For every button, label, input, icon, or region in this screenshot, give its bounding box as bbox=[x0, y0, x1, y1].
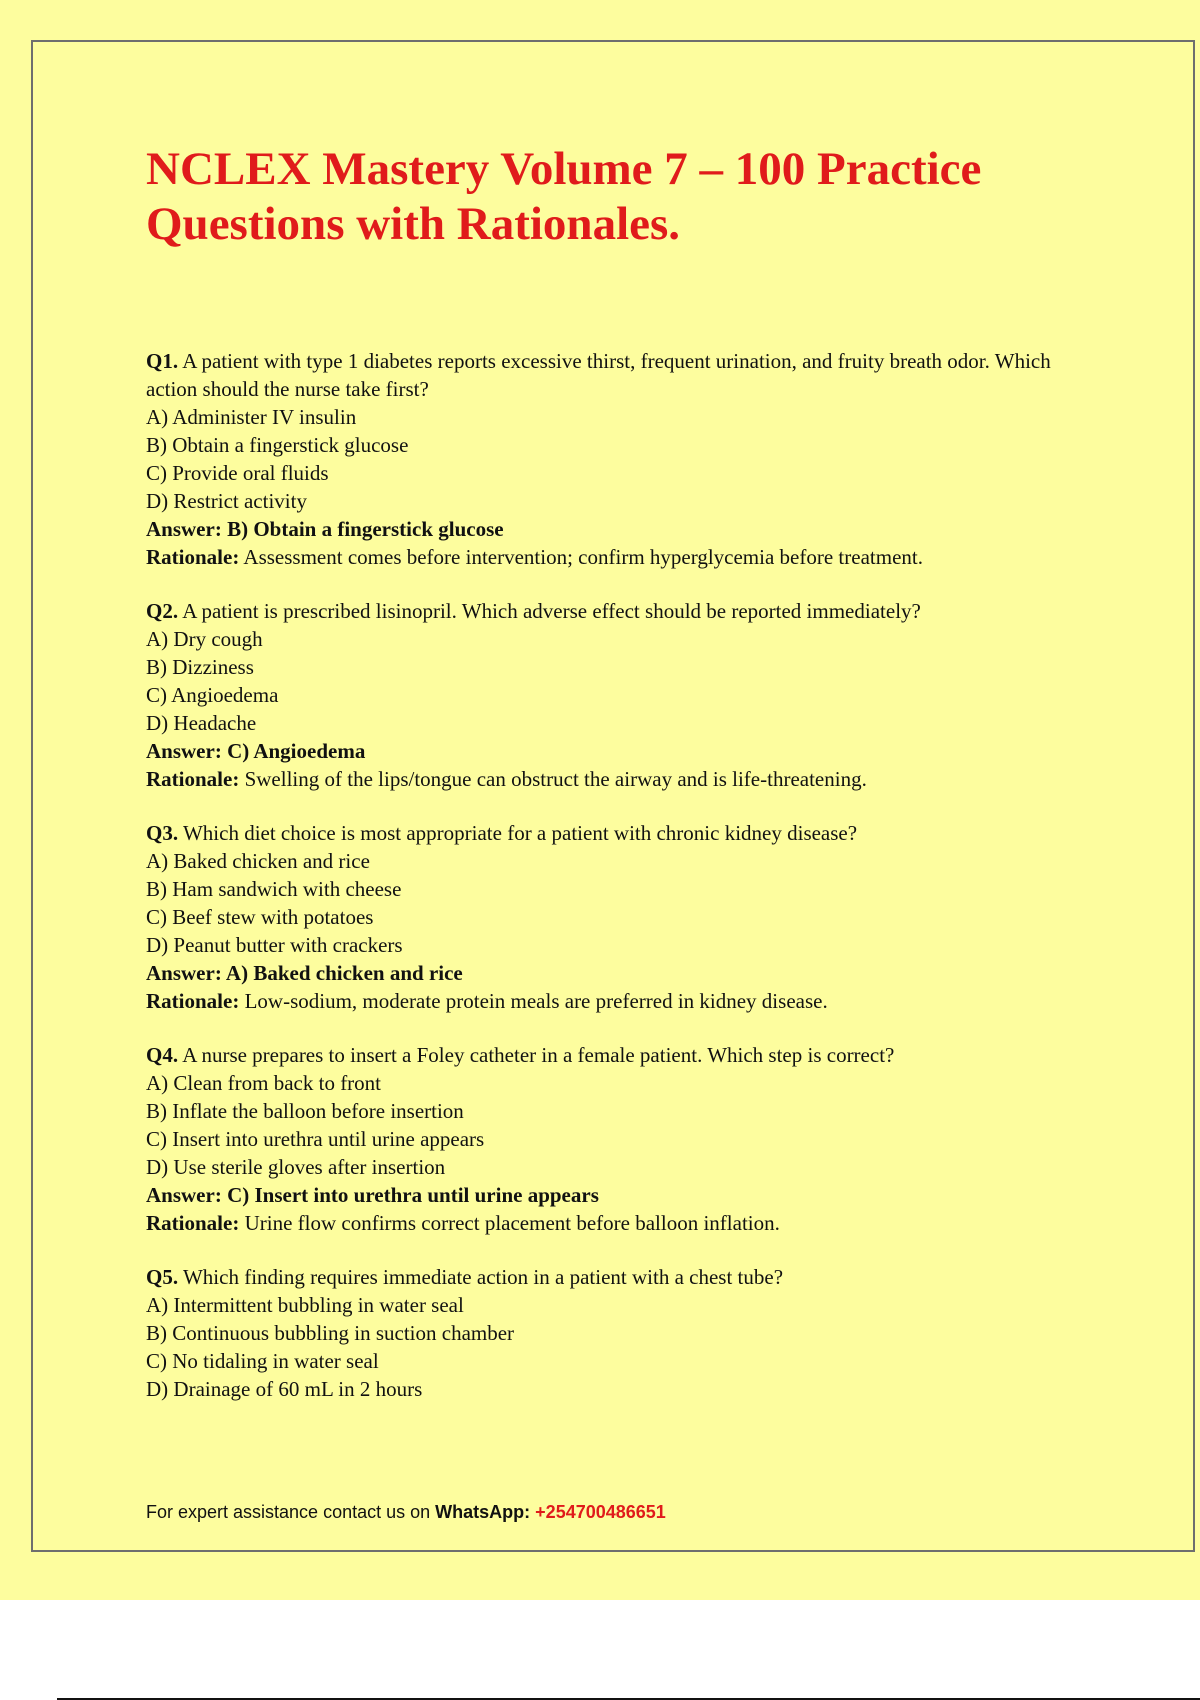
option-c: C) Beef stew with potatoes bbox=[146, 905, 374, 929]
option-b: B) Ham sandwich with cheese bbox=[146, 877, 402, 901]
question-number: Q1. bbox=[146, 349, 179, 373]
answer-text: B) Obtain a fingerstick glucose bbox=[227, 517, 504, 541]
option-a: A) Baked chicken and rice bbox=[146, 849, 370, 873]
option-a: A) Clean from back to front bbox=[146, 1071, 382, 1095]
question-stem bbox=[146, 1041, 1096, 1069]
option-c: C) No tidaling in water seal bbox=[146, 1349, 379, 1373]
option-d: D) Restrict activity bbox=[146, 489, 307, 513]
option-a: A) Dry cough bbox=[146, 627, 263, 651]
option-b: B) Dizziness bbox=[146, 655, 254, 679]
answer-line bbox=[146, 515, 1096, 543]
question-1 bbox=[146, 347, 1096, 571]
question-text: Which finding requires immediate action in a patient with a chest tube? bbox=[182, 1265, 784, 1289]
question-3 bbox=[146, 819, 1096, 1015]
question-text: A patient is prescribed lisinopril. Which adverse effect should be reported immediately? bbox=[182, 599, 921, 623]
rationale-line bbox=[146, 987, 1096, 1015]
option-d: D) Use sterile gloves after insertion bbox=[146, 1155, 446, 1179]
rationale-line bbox=[146, 543, 1096, 571]
question-number: Q3. bbox=[146, 821, 179, 845]
answer-line bbox=[146, 1181, 1096, 1209]
answer-line bbox=[146, 737, 1096, 765]
question-text: A nurse prepares to insert a Foley catheter in a female patient. Which step is correct? bbox=[182, 1043, 895, 1067]
question-4 bbox=[146, 1041, 1096, 1237]
question-list bbox=[146, 347, 1096, 1429]
question-number: Q4. bbox=[146, 1043, 179, 1067]
rationale-label: Rationale: bbox=[146, 545, 240, 569]
option-d: D) Headache bbox=[146, 711, 257, 735]
option-a: A) Administer IV insulin bbox=[146, 405, 357, 429]
rationale-line bbox=[146, 1209, 1096, 1237]
question-stem bbox=[146, 819, 1096, 847]
question-5 bbox=[146, 1263, 1096, 1403]
option-b: B) Continuous bubbling in suction chamber bbox=[146, 1321, 515, 1345]
question-stem bbox=[146, 597, 1096, 625]
option-c: C) Insert into urethra until urine appears bbox=[146, 1127, 485, 1151]
answer-label: Answer: bbox=[146, 517, 222, 541]
question-text: Which diet choice is most appropriate for a patient with chronic kidney disease? bbox=[182, 821, 858, 845]
rationale-text: Swelling of the lips/tongue can obstruct the airway and is life-threatening. bbox=[244, 767, 867, 791]
answer-label: Answer: bbox=[146, 739, 222, 763]
question-2 bbox=[146, 597, 1096, 793]
rationale-text: Urine flow confirms correct placement before balloon inflation. bbox=[244, 1211, 780, 1235]
answer-label: Answer: bbox=[146, 1183, 222, 1207]
contact-footer bbox=[146, 1502, 666, 1523]
page-title: NCLEX Mastery Volume 7 – 100 Practice Questions with Rationales. bbox=[146, 143, 982, 250]
option-a: A) Intermittent bubbling in water seal bbox=[146, 1293, 464, 1317]
question-stem bbox=[146, 347, 1096, 403]
rationale-line bbox=[146, 765, 1096, 793]
answer-label: Answer: bbox=[146, 961, 222, 985]
rationale-label: Rationale: bbox=[146, 1211, 240, 1235]
option-b: B) Inflate the balloon before insertion bbox=[146, 1099, 464, 1123]
answer-text: C) Insert into urethra until urine appears bbox=[227, 1183, 599, 1207]
question-stem bbox=[146, 1263, 1096, 1291]
option-b: B) Obtain a fingerstick glucose bbox=[146, 433, 409, 457]
rationale-label: Rationale: bbox=[146, 767, 240, 791]
question-number: Q2. bbox=[146, 599, 179, 623]
rationale-text: Low-sodium, moderate protein meals are preferred in kidney disease. bbox=[244, 989, 828, 1013]
answer-line bbox=[146, 959, 1096, 987]
whatsapp-label: WhatsApp: bbox=[435, 1502, 531, 1522]
question-text: A patient with type 1 diabetes reports excessive thirst, frequent urination, and fruity breath odor. Which action should the nurse take first? bbox=[146, 349, 1051, 401]
answer-text: C) Angioedema bbox=[227, 739, 366, 763]
answer-text: A) Baked chicken and rice bbox=[225, 961, 463, 985]
option-c: C) Provide oral fluids bbox=[146, 461, 329, 485]
question-number: Q5. bbox=[146, 1265, 179, 1289]
whatsapp-number[interactable]: +254700486651 bbox=[535, 1502, 666, 1522]
option-c: C) Angioedema bbox=[146, 683, 279, 707]
footer-text: For expert assistance contact us on bbox=[146, 1502, 431, 1522]
option-d: D) Drainage of 60 mL in 2 hours bbox=[146, 1377, 423, 1401]
rationale-label: Rationale: bbox=[146, 989, 240, 1013]
option-d: D) Peanut butter with crackers bbox=[146, 933, 403, 957]
rationale-text: Assessment comes before intervention; confirm hyperglycemia before treatment. bbox=[243, 545, 923, 569]
